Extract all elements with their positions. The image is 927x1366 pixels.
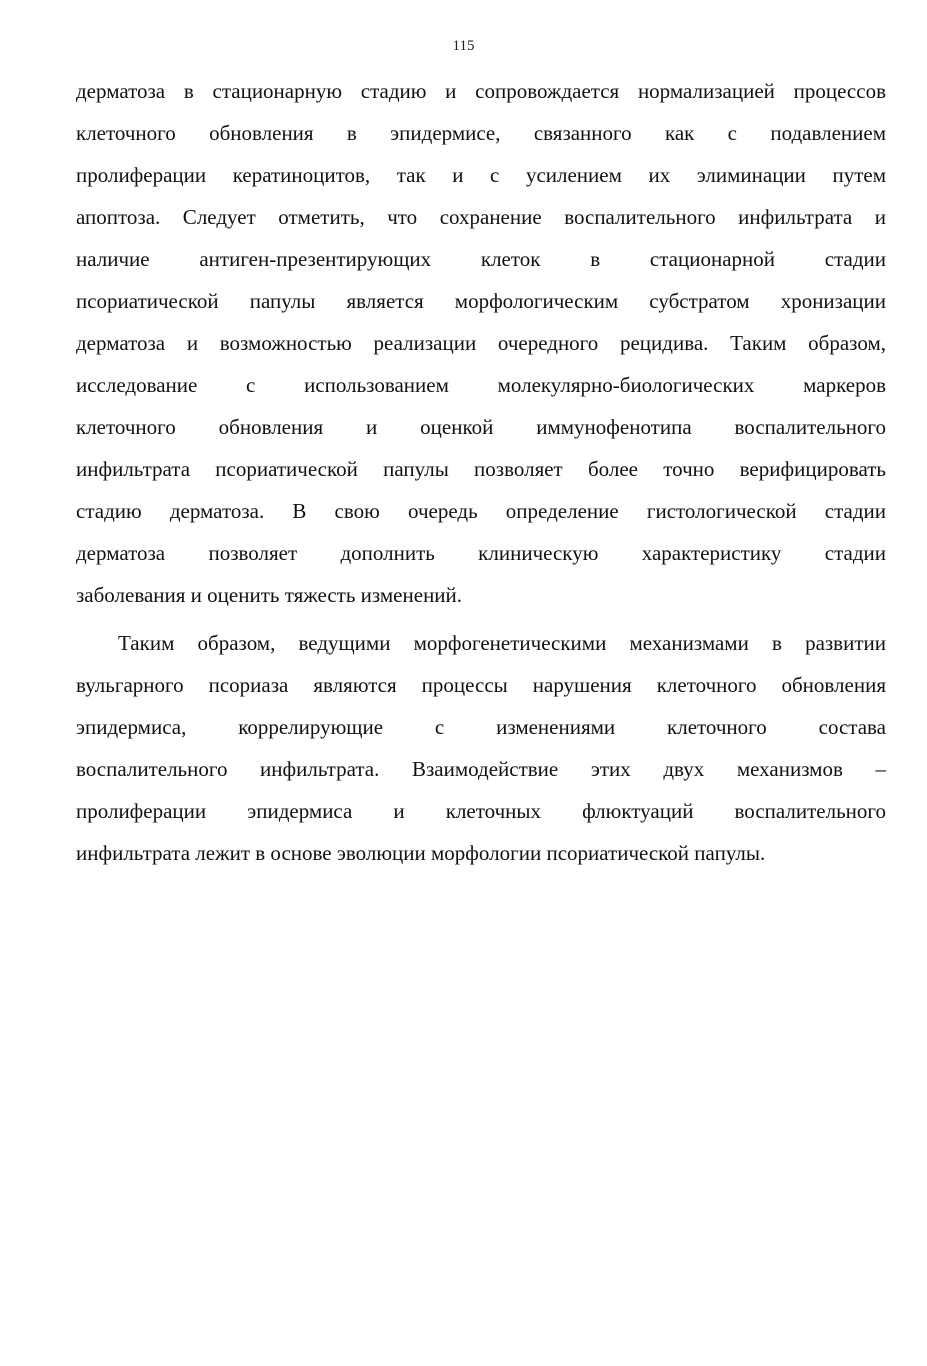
text-line: псориатической папулы является морфологическим субстратом хронизации [76, 289, 886, 313]
text-line: наличие антиген-презентирующих клеток в стационарной стадии [76, 247, 886, 271]
text-line: воспалительного инфильтрата. Взаимодействие этих двух механизмов – [76, 757, 886, 781]
text-line: клеточного обновления и оценкой иммунофенотипа воспалительного [76, 415, 886, 439]
text-line: Таким образом, ведущими морфогенетическими механизмами в развитии [118, 631, 886, 655]
text-line: пролиферации эпидермиса и клеточных флюктуаций воспалительного [76, 799, 886, 823]
text-line: вульгарного псориаза являются процессы нарушения клеточного обновления [76, 673, 886, 697]
text-line: заболевания и оценить тяжесть изменений. [76, 583, 463, 607]
text-line: стадию дерматоза. В свою очередь определение гистологической стадии [76, 499, 886, 523]
text-line: исследование с использованием молекулярно-биологических маркеров [76, 373, 886, 397]
text-line: дерматоза и возможностью реализации очередного рецидива. Таким образом, [76, 331, 886, 355]
text-line: инфильтрата лежит в основе эволюции морфологии псориатической папулы. [76, 841, 766, 865]
text-line: дерматоза позволяет дополнить клиническую характеристику стадии [76, 541, 886, 565]
text-line: клеточного обновления в эпидермисе, связанного как с подавлением [76, 121, 886, 145]
text-line: апоптоза. Следует отметить, что сохранение воспалительного инфильтрата и [76, 205, 886, 229]
text-line: дерматоза в стационарную стадию и сопровождается нормализацией процессов [76, 79, 886, 103]
text-line: пролиферации кератиноцитов, так и с усилением их элиминации путем [76, 163, 886, 187]
page-number: 115 [452, 38, 475, 54]
body-text [76, 70, 886, 874]
text-line: инфильтрата псориатической папулы позволяет более точно верифицировать [76, 457, 886, 481]
paragraph-1 [76, 70, 886, 616]
text-line: эпидермиса, коррелирующие с изменениями клеточного состава [76, 715, 886, 739]
paragraph-2 [76, 622, 886, 874]
